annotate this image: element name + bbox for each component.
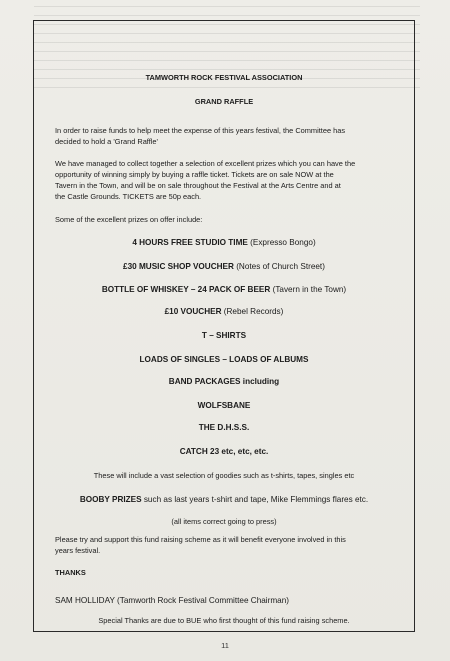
press-note: (all items correct going to press) <box>171 517 277 526</box>
support-line-2: years festival. <box>55 546 101 555</box>
support-line-1: Please try and support this fund raising scheme as it will benefit everyone involved in this <box>55 535 346 544</box>
raffle-title: GRAND RAFFLE <box>194 97 254 106</box>
special-thanks: Special Thanks are due to BUE who first thought of this fund raising scheme. <box>98 616 350 625</box>
prize-item: 4 HOURS FREE STUDIO TIME (Expresso Bongo) <box>132 238 316 247</box>
intro-line-1: In order to raise funds to help meet the expense of this years festival, the Committee has <box>55 126 346 135</box>
goodies-note: These will include a vast selection of goodies such as t-shirts, tapes, singles etc <box>93 471 355 480</box>
prizes-intro: Some of the excellent prizes on offer include: <box>55 215 203 224</box>
collection-line-1: We have managed to collect together a selection of excellent prizes which you can have the <box>55 159 356 168</box>
prize-item: T – SHIRTS <box>201 331 247 340</box>
thanks-heading: THANKS <box>55 568 86 577</box>
booby-prizes: BOOBY PRIZES such as last years t-shirt and tape, Mike Flemmings flares etc. <box>79 495 369 504</box>
prize-item: BAND PACKAGES including <box>168 377 280 386</box>
prize-item: LOADS OF SINGLES – LOADS OF ALBUMS <box>139 355 309 364</box>
prize-item: BOTTLE OF WHISKEY – 24 PACK OF BEER (Tavern in the Town) <box>101 285 347 294</box>
collection-line-2: opportunity of winning simply by buying a raffle ticket. Tickets are on sale NOW at the <box>55 170 334 179</box>
prize-item: WOLFSBANE <box>197 401 251 410</box>
chairman-signoff: SAM HOLLIDAY (Tamworth Rock Festival Committee Chairman) <box>55 596 290 605</box>
association-name: TAMWORTH ROCK FESTIVAL ASSOCIATION <box>145 73 303 82</box>
prize-item: THE D.H.S.S. <box>198 423 250 432</box>
collection-line-3: Tavern in the Town, and will be on sale throughout the Festival at the Arts Centre and at <box>55 181 341 190</box>
prize-item: £10 VOUCHER (Rebel Records) <box>164 307 284 316</box>
prize-item: £30 MUSIC SHOP VOUCHER (Notes of Church Street) <box>123 262 325 271</box>
page-number: 11 <box>221 641 229 650</box>
collection-line-4: the Castle Grounds. TICKETS are 50p each. <box>55 192 202 201</box>
prize-item: CATCH 23 etc, etc, etc. <box>179 447 269 456</box>
intro-line-2: decided to hold a 'Grand Raffle' <box>55 137 158 146</box>
